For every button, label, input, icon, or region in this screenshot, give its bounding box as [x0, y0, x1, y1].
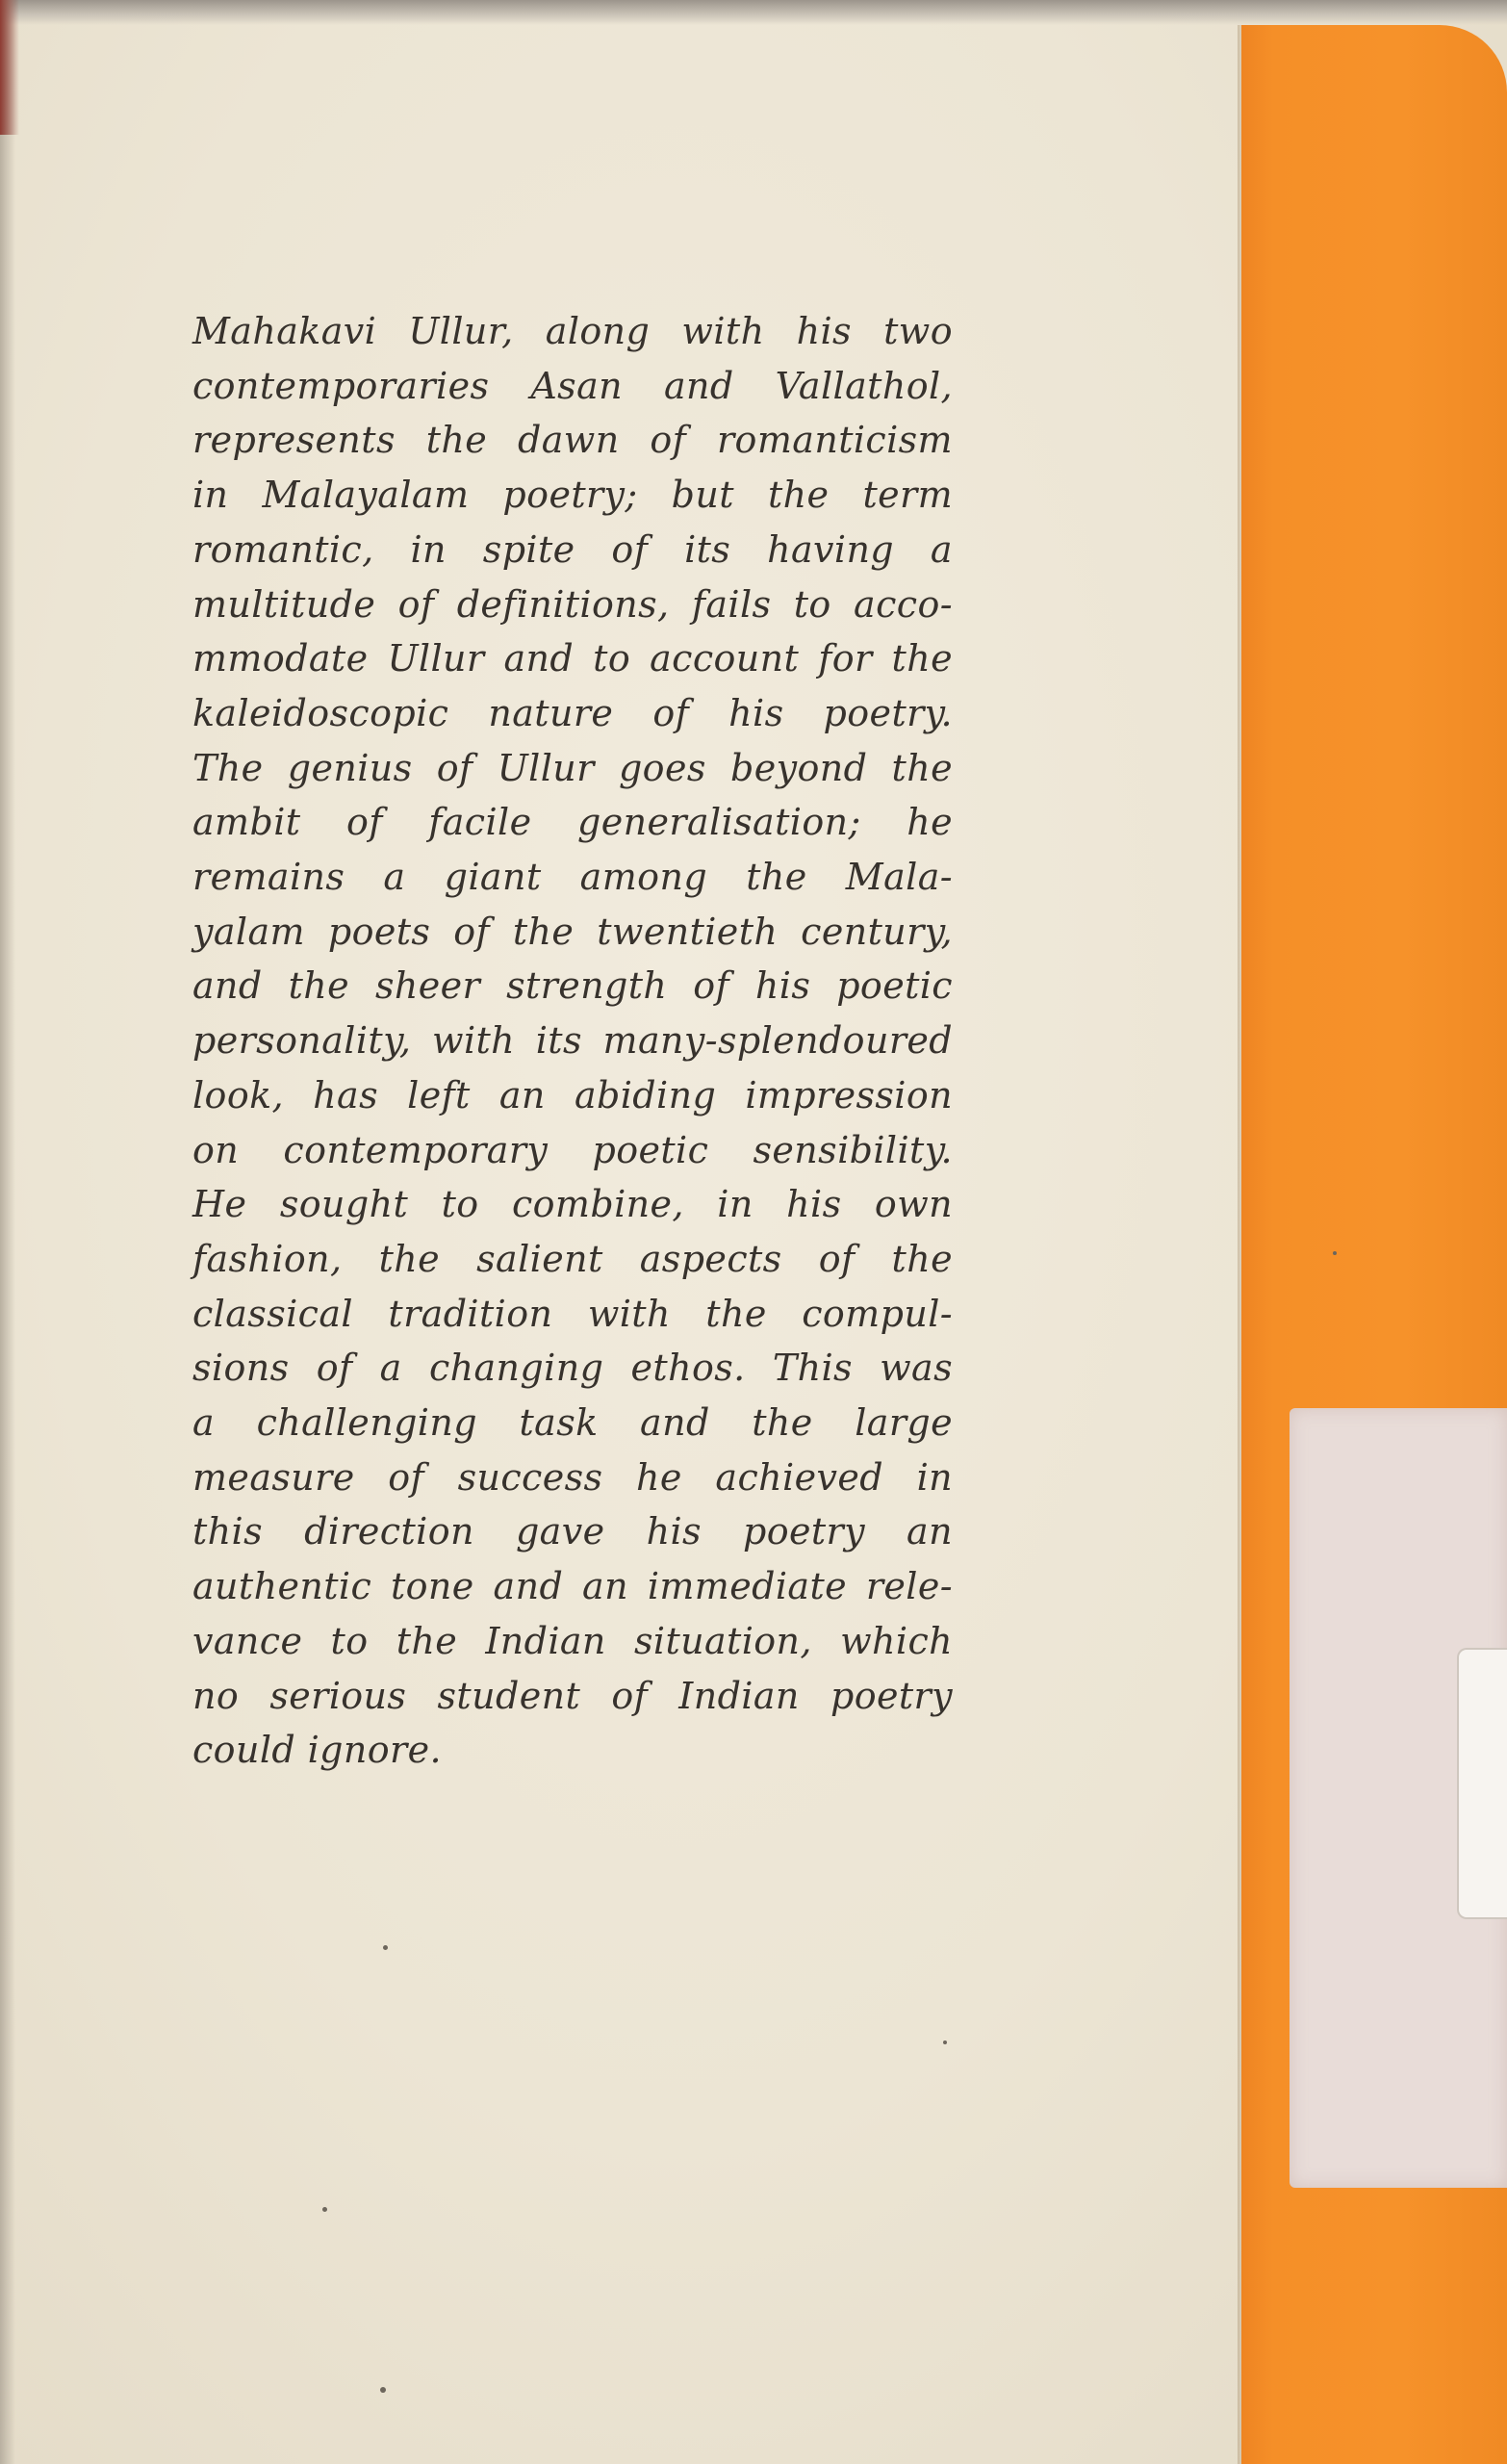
- blurb-line: mmodate Ullur and to account for the: [192, 637, 953, 680]
- blurb-line: on contemporary poetic sensibility.: [192, 1128, 953, 1171]
- barcode-sticker: [1457, 1648, 1507, 1919]
- blurb-line: represents the dawn of romanticism: [192, 419, 953, 462]
- blurb-line: could ignore.: [192, 1729, 442, 1772]
- blurb-line: kaleidoscopic nature of his poetry.: [192, 691, 953, 734]
- binding-corner: [0, 0, 19, 135]
- blurb-line: ambit of facile generalisation; he: [192, 801, 953, 844]
- blurb-line: Mahakavi Ullur, along with his two: [192, 310, 953, 352]
- blurb-line: contemporaries Asan and Vallathol,: [192, 364, 953, 407]
- blurb-line: a challenging task and the large: [192, 1401, 953, 1445]
- paper-speck: [322, 2207, 327, 2212]
- blurb-line: no serious student of Indian poetry: [192, 1674, 953, 1717]
- blurb-line: vance to the Indian situation, which: [192, 1619, 953, 1662]
- blurb-line: The genius of Ullur goes beyond the: [192, 746, 953, 789]
- paper-speck: [943, 2040, 947, 2044]
- worn-left-edge: [0, 0, 15, 2464]
- blurb-line: sions of a changing ethos. This was: [192, 1347, 953, 1390]
- blurb-line: and the sheer strength of his poetic: [192, 964, 953, 1008]
- blurb-line: multitude of definitions, fails to acco-: [192, 582, 953, 626]
- paper-speck: [380, 2387, 386, 2393]
- paper-speck: [1333, 1251, 1337, 1255]
- paper-speck: [383, 1945, 388, 1950]
- worn-top-edge: [0, 0, 1507, 25]
- blurb-line: remains a giant among the Mala-: [192, 856, 953, 899]
- blurb-line: measure of success he achieved in: [192, 1455, 953, 1499]
- blurb-line: in Malayalam poetry; but the term: [192, 474, 953, 517]
- back-cover-blurb: [192, 304, 953, 1778]
- blurb-line: yalam poets of the twentieth century,: [192, 910, 953, 953]
- blurb-line: look, has left an abiding impression: [192, 1073, 953, 1116]
- blurb-line: He sought to combine, in his own: [192, 1183, 953, 1226]
- blurb-line: authentic tone and an immediate rele-: [192, 1565, 953, 1608]
- blurb-line: fashion, the salient aspects of the: [192, 1237, 953, 1280]
- blurb-line: classical tradition with the compul-: [192, 1292, 953, 1335]
- blurb-line: romantic, in spite of its having a: [192, 527, 953, 571]
- blurb-line: personality, with its many-splendoured: [192, 1019, 953, 1063]
- blurb-line: this direction gave his poetry an: [192, 1510, 953, 1553]
